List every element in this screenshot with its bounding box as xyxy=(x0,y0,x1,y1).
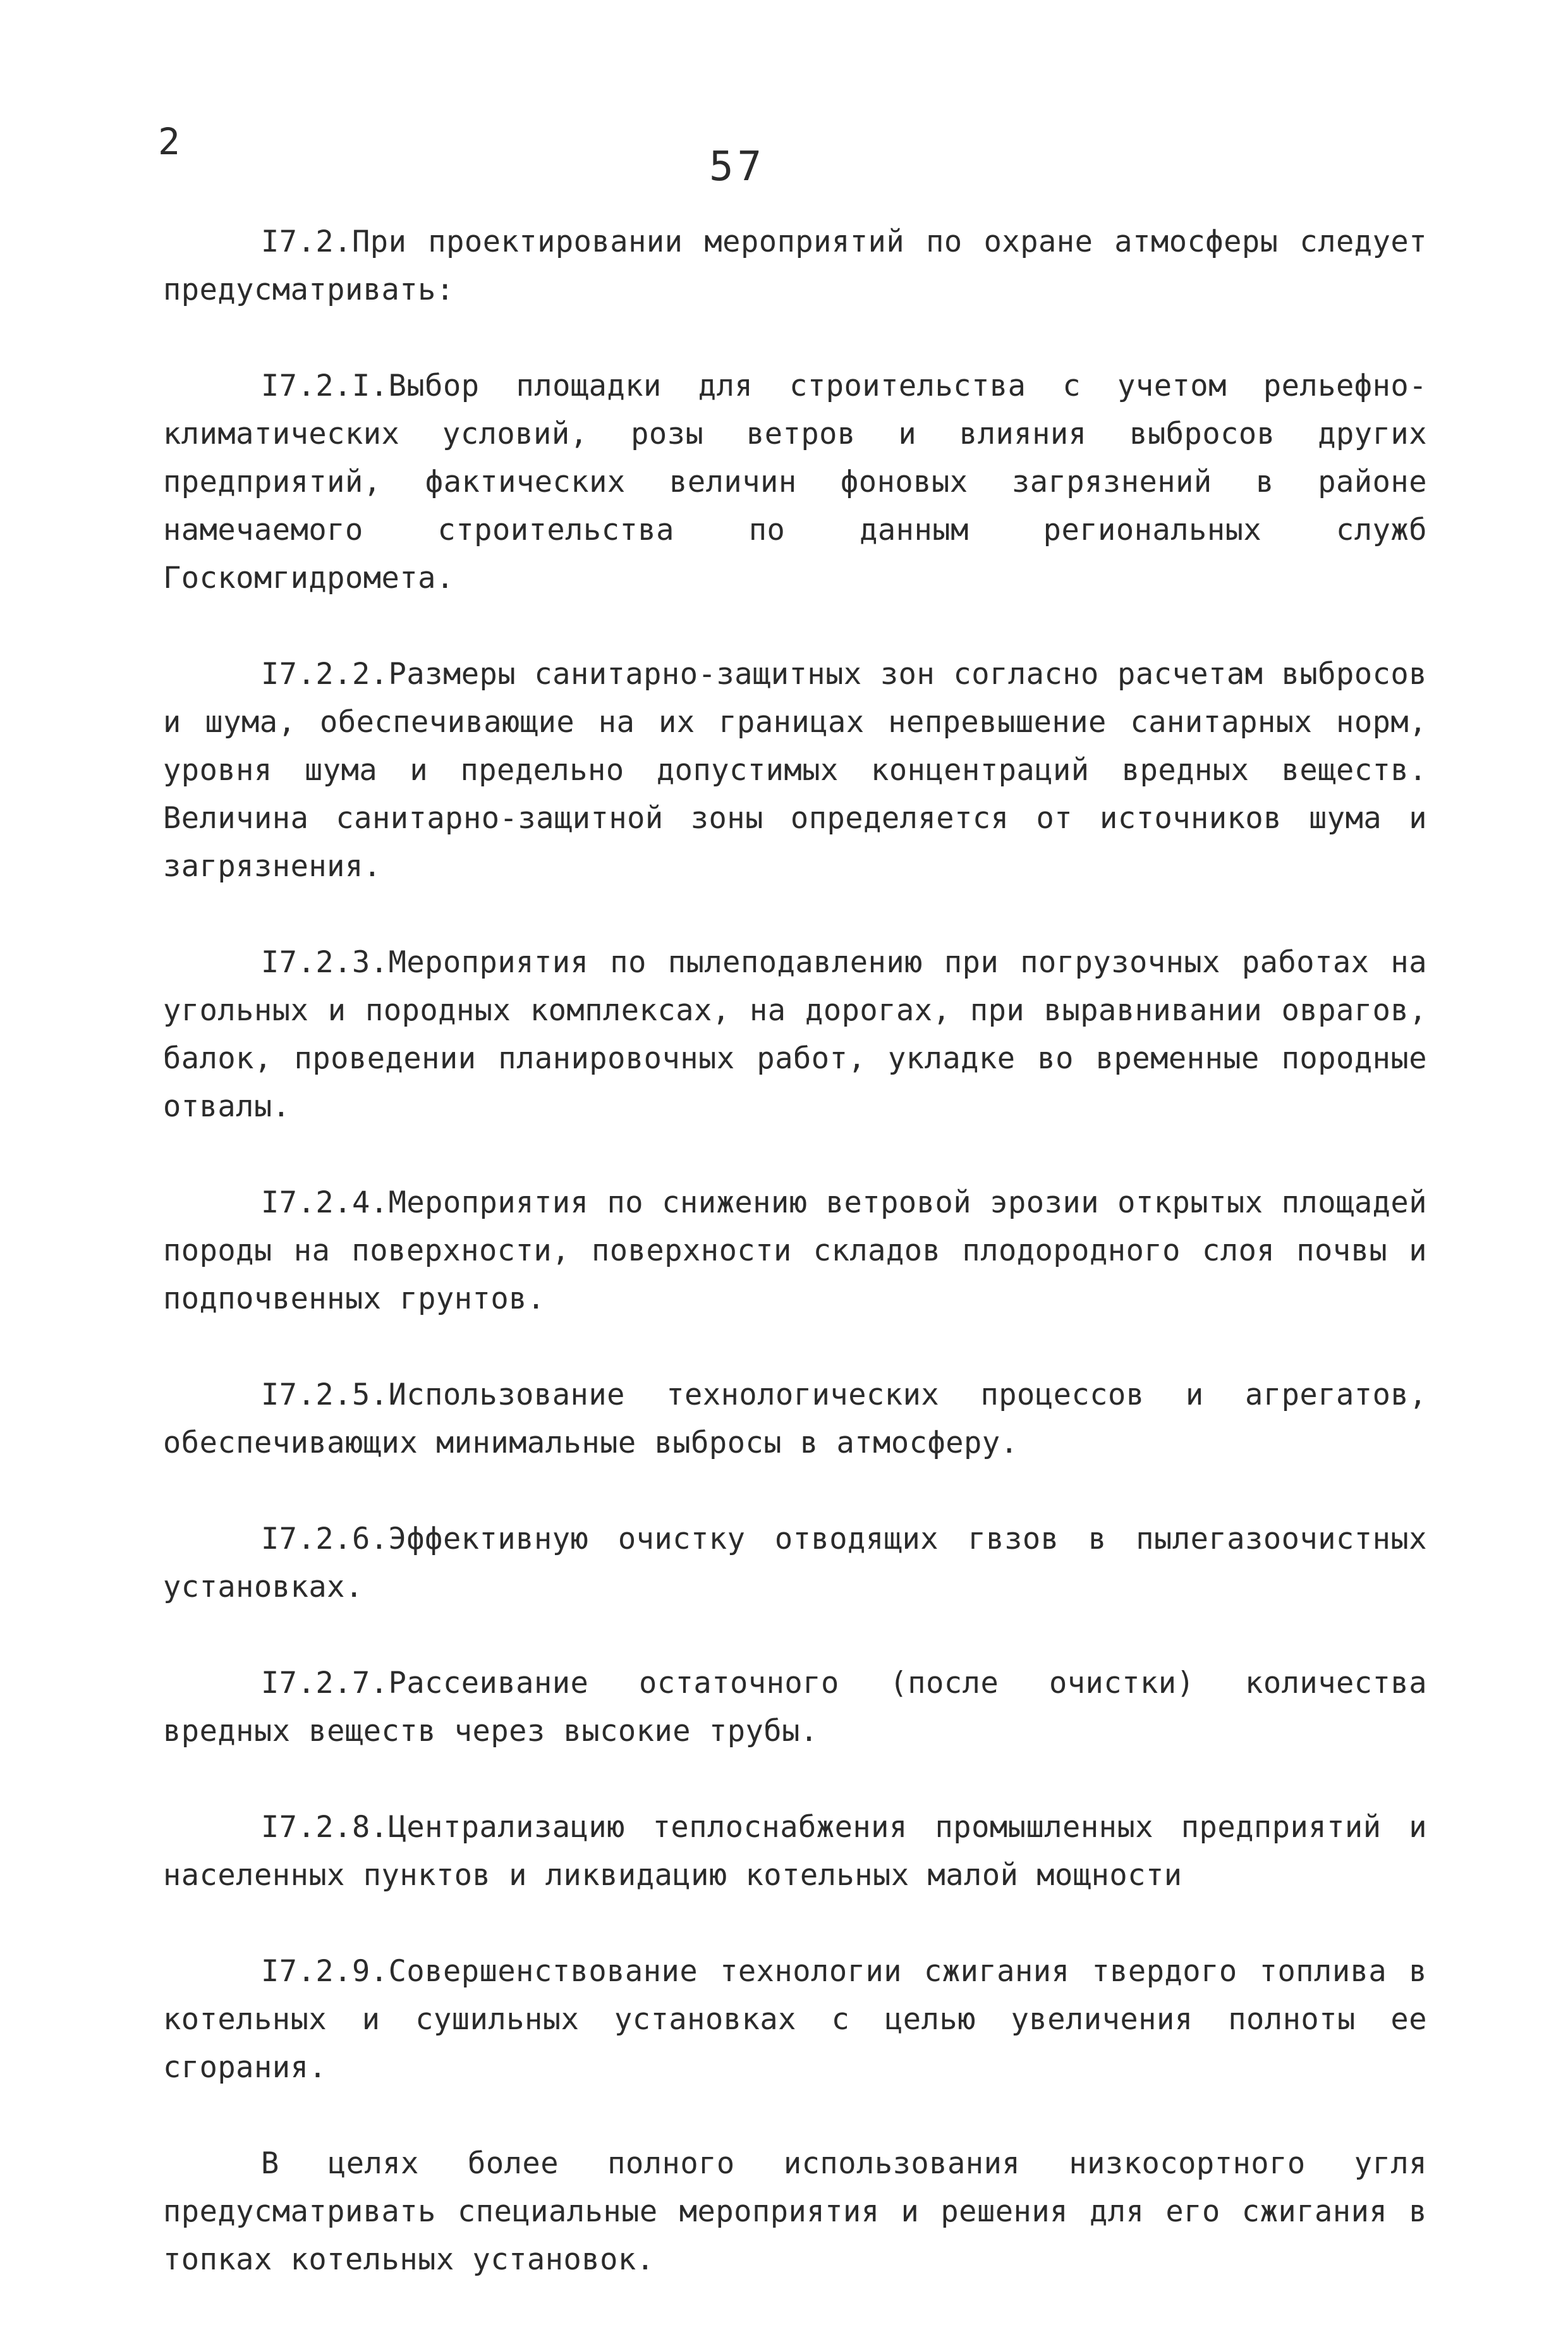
paragraph-17-2-6: I7.2.6.Эффективную очистку отводящих гвзов в пылегазоочистных установках. xyxy=(163,1522,1427,1604)
paragraph-17-2-1: I7.2.I.Выбор площадки для строительства с учетом рельефно-климатических условий, розы ветров и влияния выбросов других предприятий, фактических величин фоновых загрязнений в районе намечаемого строительства по данным региональных служб Госкомгидромета. xyxy=(163,369,1427,595)
paragraph-17-2: I7.2.При проектировании мероприятий по охране атмосферы следует предусматривать: xyxy=(163,224,1427,307)
paragraph-17-2-7: I7.2.7.Рассеивание остаточного (после очистки) количества вредных веществ через высокие трубы. xyxy=(163,1666,1427,1749)
paragraph-17-2-5: I7.2.5.Использование технологических процессов и агрегатов, обеспечивающих минимальные выбросы в атмосферу. xyxy=(163,1377,1427,1460)
paragraph-17-2-9: I7.2.9.Совершенствование технологии сжигания твердого топлива в котельных и сушильных установках с целью увеличения полноты ее сгорания. xyxy=(163,1954,1427,2085)
paragraph-low-grade-coal: В целях более полного использования низкосортного угля предусматривать специальные мероприятия и решения для его сжигания в топках котельных установок. xyxy=(163,2146,1427,2277)
page-number-left: 2 xyxy=(158,120,180,163)
paragraph-17-2-8: I7.2.8.Централизацию теплоснабжения промышленных предприятий и населенных пунктов и ликвидацию котельных малой мощности xyxy=(163,1810,1427,1893)
paragraph-17-2-4: I7.2.4.Мероприятия по снижению ветровой эрозии открытых площадей породы на поверхности, поверхности складов плодородного слоя почвы и подпочвенных грунтов. xyxy=(163,1185,1427,1316)
paragraph-17-2-3: I7.2.3.Мероприятия по пылеподавлению при погрузочных работах на угольных и породных комплексах, на дорогах, при выравнивании оврагов, балок, проведении планировочных работ, укладке во временные породные отвалы. xyxy=(163,945,1427,1124)
page-number-center: 57 xyxy=(709,143,766,190)
paragraph-17-2-2: I7.2.2.Размеры санитарно-защитных зон согласно расчетам выбросов и шума, обеспечивающие на их границах непревышение санитарных норм, уровня шума и предельно допустимых концентраций вредных веществ. Величина санитарно-защитной зоны определяется от источников шума и загрязнения. xyxy=(163,657,1427,884)
document-body xyxy=(163,218,1427,2332)
